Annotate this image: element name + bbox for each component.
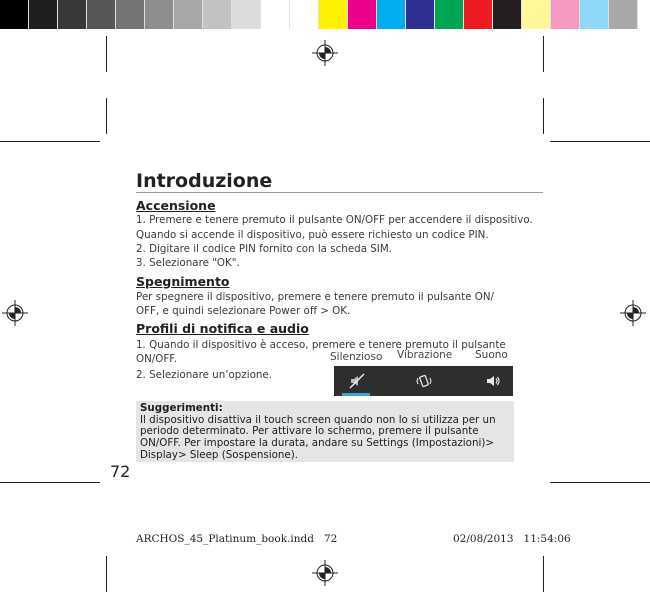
sound-mode-icon[interactable] — [484, 372, 502, 390]
crop-mark-top-right-v2 — [543, 98, 544, 134]
color-swatch — [435, 0, 464, 29]
page-title: Introduzione — [136, 170, 273, 192]
vibrate-mode-icon[interactable] — [415, 372, 433, 390]
slug-datetime: 02/08/2013 11:54:06 — [453, 533, 571, 545]
registration-mark-top — [312, 40, 338, 66]
tip-heading: Suggerimenti: — [140, 402, 223, 414]
silent-selected-indicator — [342, 393, 370, 396]
crop-mark-bottom-left-v — [106, 556, 107, 592]
heading-accensione: Accensione — [136, 198, 216, 213]
profili-line-1: 1. Quando il dispositivo è acceso, premere e tenere premuto il pulsante — [136, 339, 506, 351]
crop-mark-top-left-v — [106, 36, 107, 72]
color-swatch — [116, 0, 145, 29]
color-calibration-bar — [0, 0, 638, 29]
tip-line-3: ON/OFF. Per impostare la durata, andare su Settings (Impostazioni)> — [140, 437, 494, 450]
color-swatch — [580, 0, 609, 29]
heading-spegnimento: Spegnimento — [136, 274, 230, 289]
tip-line-4: Display> Sleep (Sospensione). — [140, 448, 299, 461]
color-swatch — [145, 0, 174, 29]
crop-mark-top-right-h — [550, 141, 650, 142]
color-swatch — [174, 0, 203, 29]
crop-mark-bottom-right-h — [550, 482, 650, 483]
crop-mark-top-left-v2 — [106, 98, 107, 134]
color-swatch — [232, 0, 261, 29]
label-suono: Suono — [475, 349, 508, 361]
slug-filename: ARCHOS_45_Platinum_book.indd 72 — [136, 533, 338, 545]
color-swatch — [406, 0, 435, 29]
color-swatch — [493, 0, 522, 29]
color-swatch — [609, 0, 638, 29]
crop-mark-top-left-h — [0, 141, 100, 142]
color-swatch — [319, 0, 348, 29]
sound-profile-bar — [334, 366, 513, 396]
accensione-line-2: Quando si accende il dispositivo, può essere richiesto un codice PIN. — [136, 229, 489, 241]
tip-line-1: Il dispositivo disattiva il touch screen quando non lo si utilizza per un — [140, 413, 496, 426]
page-number: 72 — [110, 462, 131, 481]
crop-mark-bottom-left-h — [0, 482, 100, 483]
registration-mark-left — [2, 300, 28, 326]
color-swatch — [551, 0, 580, 29]
color-swatch — [203, 0, 232, 29]
tip-line-2: periodo determinato. Per attivare lo schermo, premere il pulsante — [140, 425, 479, 438]
crop-mark-bottom-right-v — [543, 556, 544, 592]
accensione-line-4: 3. Selezionare "OK". — [136, 257, 240, 269]
tip-box — [136, 401, 514, 462]
color-swatch — [261, 0, 290, 29]
spegnimento-line-1: Per spegnere il dispositivo, premere e tenere premuto il pulsante ON/ — [136, 291, 494, 303]
profili-line-2: ON/OFF. — [136, 353, 177, 365]
label-silenzioso: Silenzioso — [330, 351, 383, 363]
color-swatch — [29, 0, 58, 29]
accensione-line-3: 2. Digitare il codice PIN fornito con la scheda SIM. — [136, 243, 393, 255]
color-swatch — [87, 0, 116, 29]
color-swatch — [290, 0, 319, 29]
color-swatch — [348, 0, 377, 29]
color-swatch — [464, 0, 493, 29]
color-swatch — [58, 0, 87, 29]
color-swatch — [522, 0, 551, 29]
accensione-line-1: 1. Premere e tenere premuto il pulsante ON/OFF per accendere il dispositivo. — [136, 214, 533, 226]
title-rule — [136, 192, 543, 193]
silent-mode-icon[interactable] — [348, 372, 366, 390]
label-vibrazione: Vibrazione — [397, 349, 453, 361]
spegnimento-line-2: OFF, e quindi selezionare Power off > OK. — [136, 305, 351, 317]
color-swatch — [377, 0, 406, 29]
profili-line-3: 2. Selezionare un’opzione. — [136, 369, 273, 381]
registration-mark-right — [620, 300, 646, 326]
crop-mark-top-right-v — [543, 36, 544, 72]
registration-mark-bottom — [312, 560, 338, 586]
heading-profili: Profili di notifica e audio — [136, 321, 309, 336]
color-swatch — [0, 0, 29, 29]
